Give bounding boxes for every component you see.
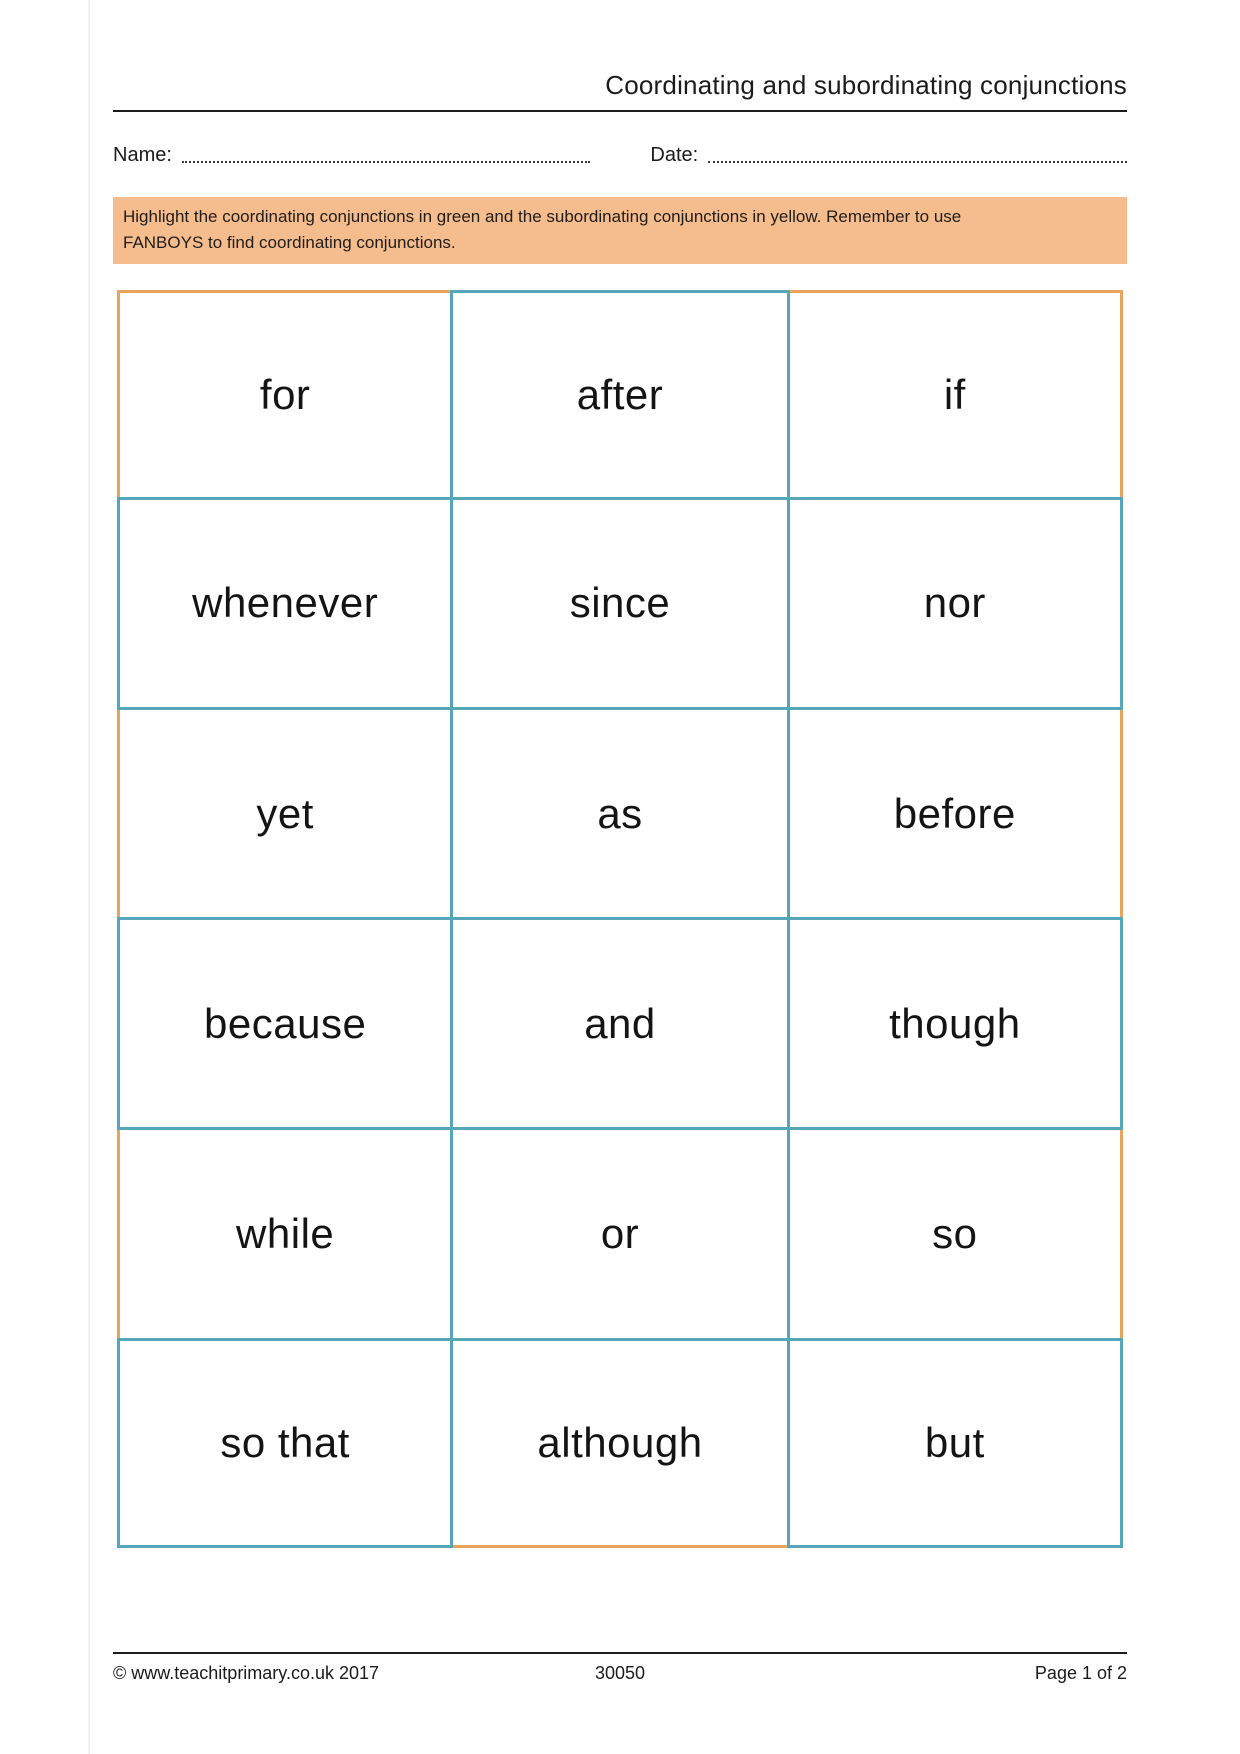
word-card xyxy=(117,500,450,707)
word-card-label: though xyxy=(889,999,1021,1047)
word-card xyxy=(453,920,786,1127)
word-card xyxy=(790,1341,1123,1548)
word-card xyxy=(117,290,450,497)
word-card-label: nor xyxy=(923,579,986,627)
word-card-label: yet xyxy=(256,789,314,837)
word-card-label: because xyxy=(204,999,367,1047)
page-edge-line xyxy=(88,0,90,1754)
page-title: Coordinating and subordinating conjunctions xyxy=(605,70,1127,100)
word-card xyxy=(117,710,450,917)
word-card-label: whenever xyxy=(192,579,379,627)
word-card xyxy=(117,1130,450,1337)
word-card-label: but xyxy=(924,1418,985,1466)
page-content xyxy=(113,0,1127,1548)
word-card xyxy=(117,1341,450,1548)
name-field xyxy=(113,144,590,167)
name-fill-line xyxy=(182,161,590,163)
instruction-text: Highlight the coordinating conjunctions in green and the subordinating conjunctions in yellow. Remember to use FANBOYS to find coordinating conjunctions. xyxy=(123,207,962,253)
page-footer xyxy=(113,1652,1127,1684)
date-fill-line xyxy=(708,161,1127,163)
name-date-row xyxy=(113,139,1127,167)
word-card-label: and xyxy=(584,999,656,1047)
word-card xyxy=(453,290,786,497)
word-card xyxy=(453,1341,786,1548)
word-card-label: for xyxy=(259,370,311,418)
word-card-label: although xyxy=(537,1418,703,1466)
word-card-label: or xyxy=(600,1209,640,1257)
date-field xyxy=(650,144,1127,167)
conjunction-card-grid xyxy=(117,290,1123,1548)
word-card-label: so that xyxy=(220,1418,350,1466)
name-label: Name: xyxy=(113,144,172,166)
header xyxy=(113,0,1127,112)
word-card xyxy=(790,290,1123,497)
footer-copyright: © www.teachitprimary.co.uk 2017 xyxy=(113,1663,380,1683)
word-card-label: before xyxy=(893,789,1016,837)
word-card-label: since xyxy=(569,579,671,627)
footer-resource-id: 30050 xyxy=(594,1663,646,1683)
word-card-label: so xyxy=(932,1209,978,1257)
word-card xyxy=(453,1130,786,1337)
word-card-label: after xyxy=(576,370,664,418)
word-card xyxy=(790,500,1123,707)
footer-page-number: Page 1 of 2 xyxy=(1034,1663,1127,1683)
word-card xyxy=(453,500,786,707)
word-card xyxy=(790,710,1123,917)
instruction-box xyxy=(113,197,1127,264)
word-card-label: if xyxy=(943,370,966,418)
word-card xyxy=(790,1130,1123,1337)
word-card-label: as xyxy=(597,789,643,837)
word-card xyxy=(453,710,786,917)
date-label: Date: xyxy=(650,144,699,166)
word-card xyxy=(117,920,450,1127)
word-card-label: while xyxy=(236,1209,335,1257)
word-card xyxy=(790,920,1123,1127)
